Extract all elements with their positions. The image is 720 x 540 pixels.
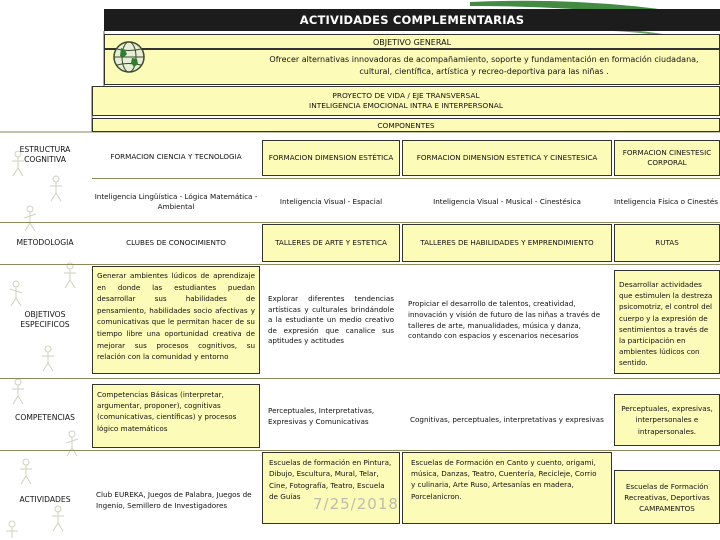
- row-label-estructura: ESTRUCTURA COGNITIVA: [19, 145, 71, 164]
- cell-actividades-clubes: Club EUREKA, Juegos de Palabra, Juegos de Ingenio, Semillero de Investigadores: [96, 490, 252, 510]
- cell-inteligencia-visual-musical: Inteligencia Visual - Musical - Cinestésica: [433, 197, 581, 206]
- cell-formacion-ciencia: FORMACION CIENCIA Y TECNOLOGIA: [110, 152, 242, 161]
- cell-objetivo-clubes: Generar ambientes lúdicos de aprendizaje en donde las estudiantes puedan desarrollar sus habilidades de pensamiento, habilidades socio afectivas y comunicativas que le permitan hacer de su tiempo libre una oportunidad creativa de mejorar sus procesos cognitivos, su relación con la comunidad y entorno: [92, 266, 260, 374]
- cell-clubes: CLUBES DE CONOCIMIENTO: [126, 238, 226, 247]
- cell-actividades-arte: Escuelas de formación en Pintura, Dibujo, Escultura, Mural, Telar, Cine, Fotografía, Teatro, Escuela de Guías: [262, 452, 400, 524]
- cell-talleres-habilidades: TALLERES DE HABILIDADES Y EMPRENDIMIENTO: [402, 224, 612, 262]
- cell-objetivo-habilidades: Propiciar el desarrollo de talentos, creatividad, innovación y visión de futuro de las niñas a través de talleres de arte, manualidades, música y danza, contando con espacios y escenarios necesarios: [408, 299, 601, 341]
- cell-cinestesica-corporal: FORMACION CINESTESIC CORPORAL: [614, 140, 720, 176]
- cell-competencias-habilidades: Cognitivas, perceptuales, interpretativas y expresivas: [410, 415, 604, 424]
- date-watermark: 7/25/2018: [313, 495, 399, 513]
- cell-competencias-arte: Perceptuales, Interpretativas, Expresivas y Comunicativas: [268, 406, 375, 426]
- row-divider: [0, 222, 720, 223]
- row-divider: [0, 264, 720, 265]
- cell-inteligencia-linguistica: Inteligencia Lingüística - Lógica Matemática - Ambiental: [94, 192, 258, 211]
- row-divider: [0, 378, 720, 379]
- cell-actividades-rutas: Escuelas de Formación Recreativas, Deportivas CAMPAMENTOS: [614, 470, 720, 524]
- cell-talleres-arte: TALLERES DE ARTE Y ESTETICA: [262, 224, 400, 262]
- cell-competencias-clubes: Competencias Básicas (interpretar, argumentar, proponer), cognitivas (comunicativas, científicas) y procesos lógico matemáticos: [92, 384, 260, 448]
- stick-figures-decoration: [6, 151, 78, 538]
- row-divider: [0, 450, 720, 451]
- proyecto-box: [92, 86, 720, 116]
- row-label-actividades: ACTIVIDADES: [19, 495, 71, 504]
- row-divider: [92, 178, 720, 179]
- row-label-metodologia: METODOLOGIA: [16, 238, 74, 247]
- objetivo-text: Ofrecer alternativas innovadoras de acompañamiento, soporte y fundamentación en formación ciudadana, cultural, científica, artística y recreo-deportiva para las niñas .: [104, 49, 720, 85]
- proyecto-line2: INTELIGENCIA EMOCIONAL INTRA E INTERPERSONAL: [309, 101, 503, 110]
- globe-icon: [112, 40, 146, 74]
- cell-objetivo-rutas: Desarrollar actividades que estimulen la destreza psicomotriz, el control del cuerpo y la expresión de sentimientos a través de la participación en ambientes lúdicos con sentido.: [614, 270, 720, 374]
- row-label-objetivos: OBJETIVOS ESPECIFICOS: [20, 310, 70, 329]
- cell-dimension-estetica: FORMACION DIMENSION ESTÉTICA: [262, 140, 400, 176]
- cell-objetivo-arte: Explorar diferentes tendencias artísticas y culturales brindándole a la estudiante un medio creativo de expresión que canalice sus aptitudes y actitudes: [268, 294, 394, 346]
- cell-actividades-habilidades: Escuelas de Formación en Canto y cuento, origami, música, Danzas, Teatro, Cuentería, Recicleje, Corrio y culinaria, Arte Ruso, Artesanías en madera, Porcelanicron.: [402, 452, 612, 524]
- cell-inteligencia-fisica: Inteligencia Física o Cinestés: [614, 197, 719, 206]
- proyecto-line1: PROYECTO DE VIDA / EJE TRANSVERSAL: [332, 91, 480, 100]
- cell-competencias-rutas: Perceptuales, expresivas, interpersonales e intrapersonales.: [614, 394, 720, 446]
- cell-estetica-cinestesica: FORMACION DIMENSION ESTETICA Y CINESTESICA: [402, 140, 612, 176]
- cell-inteligencia-visual-espacial: Inteligencia Visual - Espacial: [279, 197, 383, 206]
- objetivo-label: OBJETIVO GENERAL: [104, 34, 720, 49]
- cell-rutas: RUTAS: [614, 224, 720, 262]
- page-title: ACTIVIDADES COMPLEMENTARIAS: [104, 9, 720, 31]
- row-label-competencias: COMPETENCIAS: [15, 413, 75, 422]
- componentes-label: COMPONENTES: [92, 118, 720, 132]
